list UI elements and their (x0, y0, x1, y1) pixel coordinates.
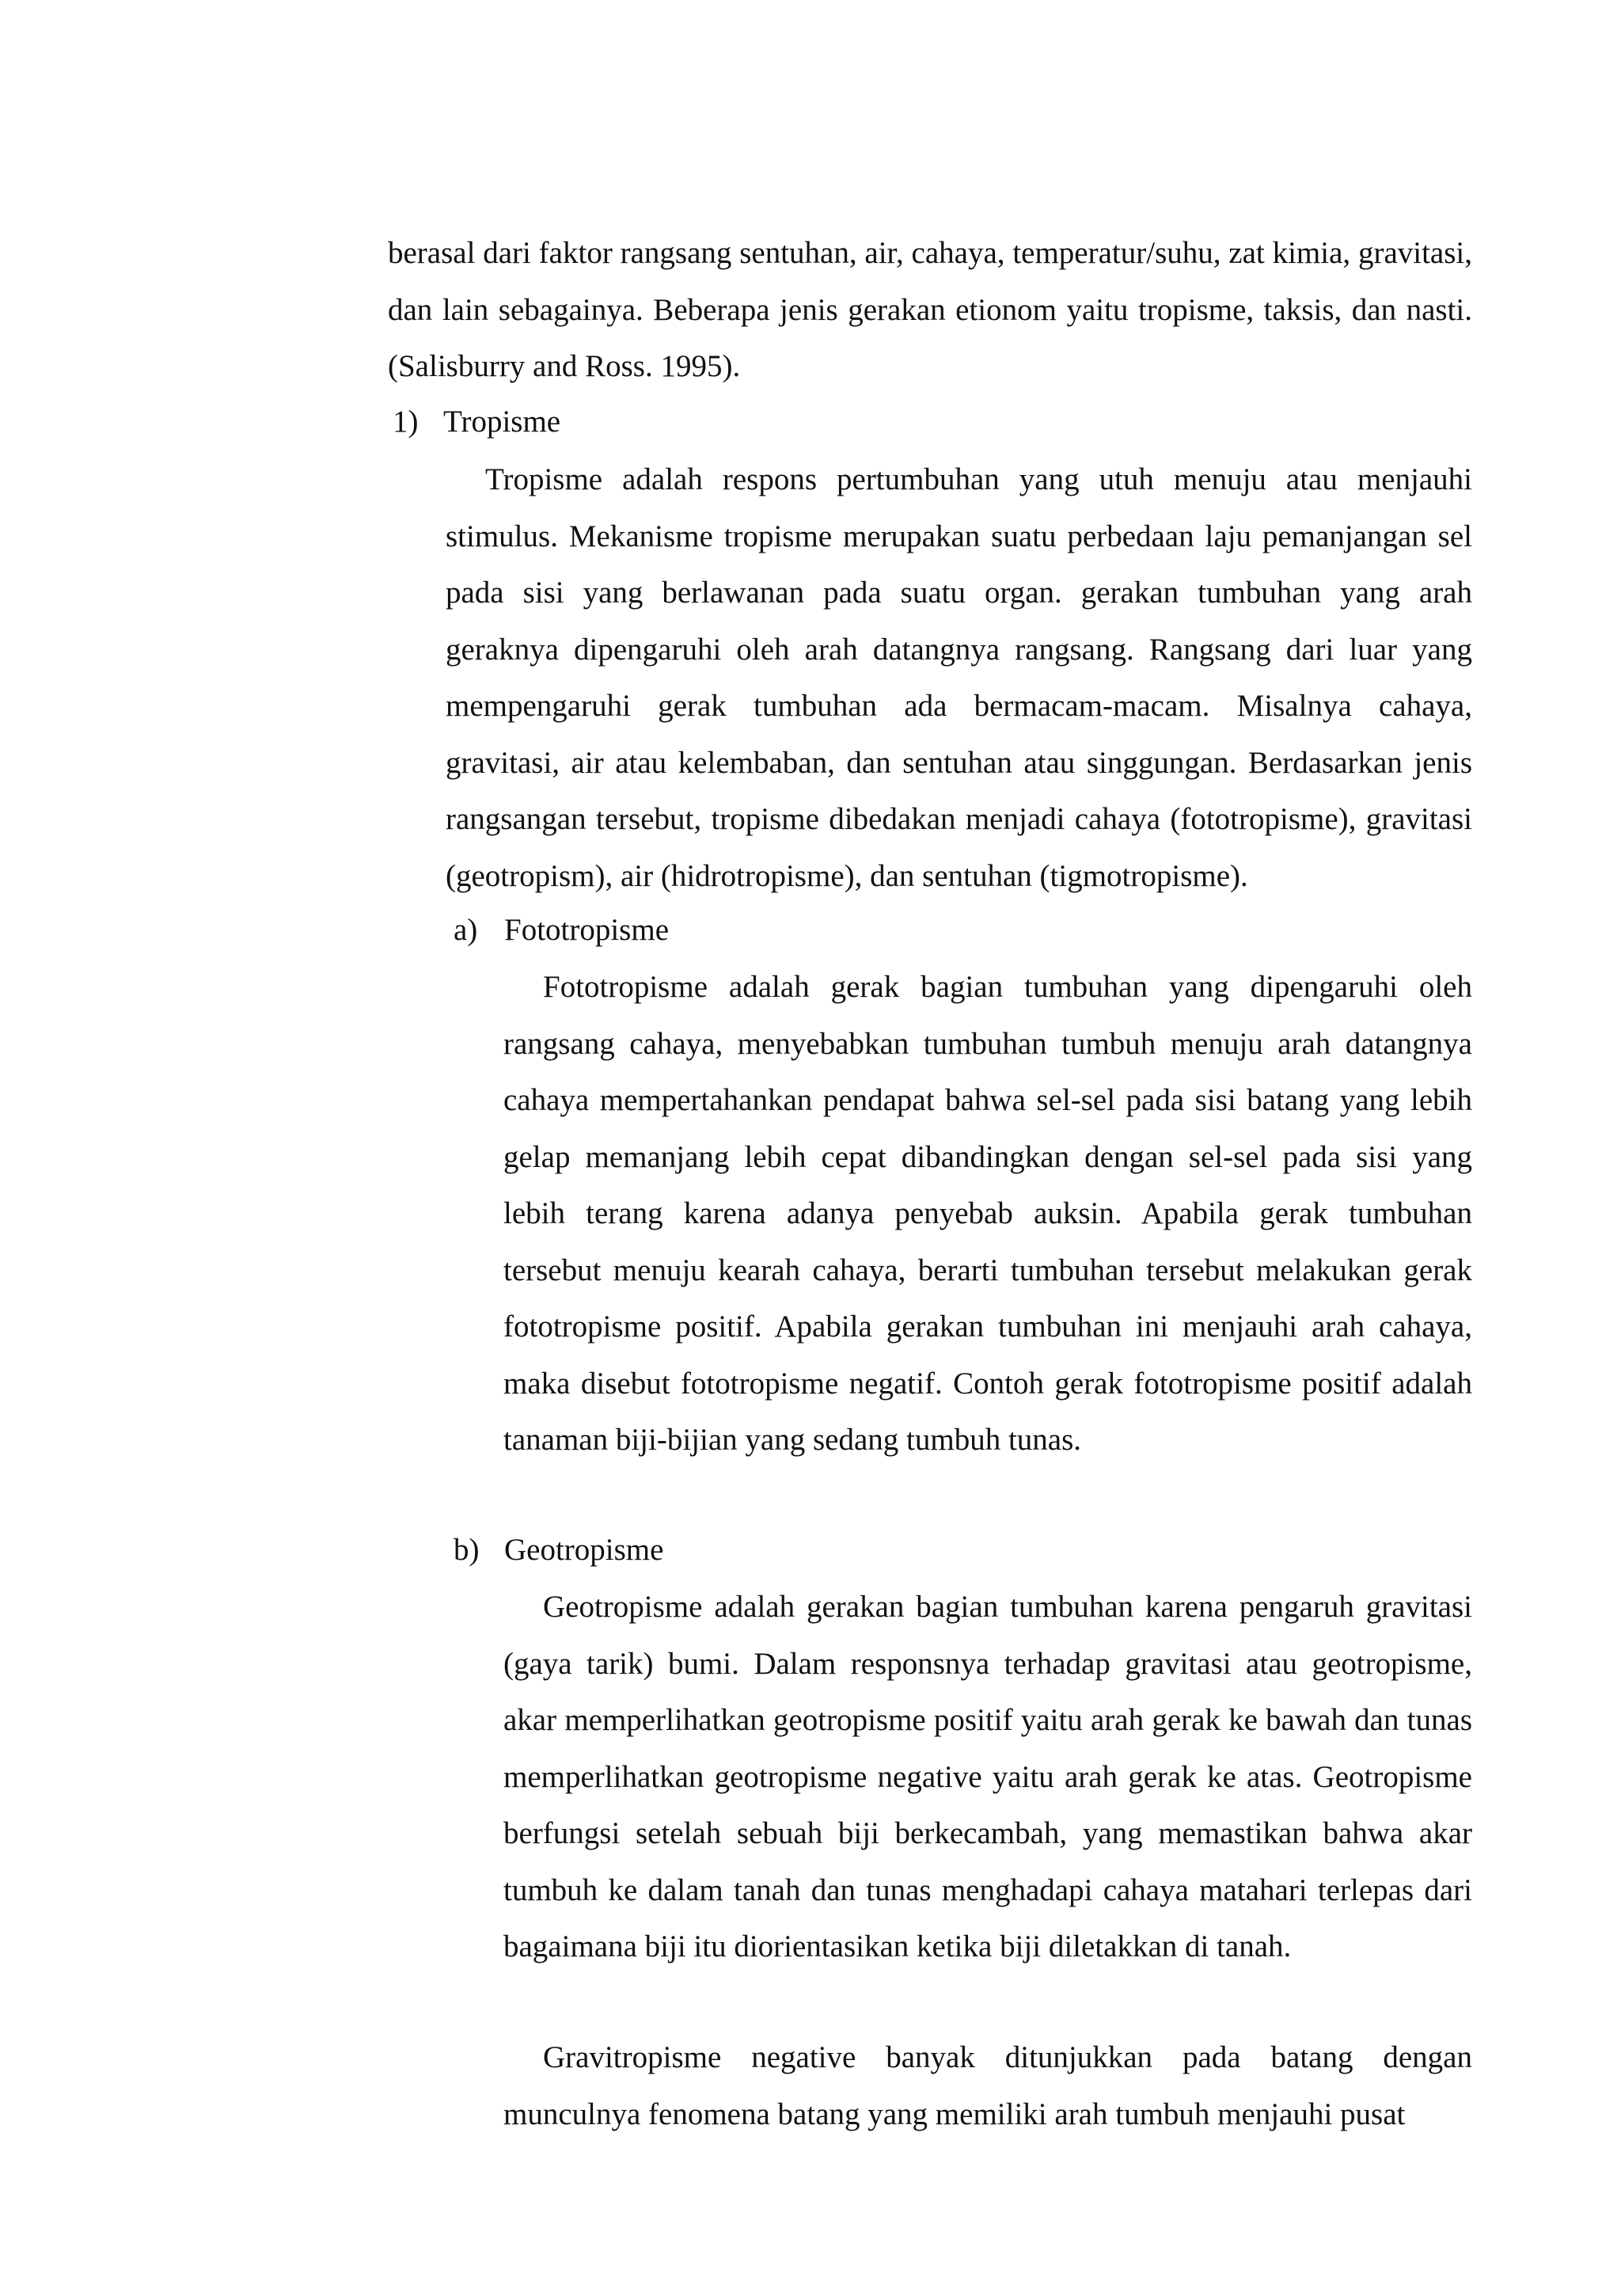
section-number: 1) (393, 405, 419, 439)
gravitropisme-paragraph: Gravitropisme negative banyak ditunjukkan pada batang dengan munculnya fenomena batang yang memiliki arah tumbuh menjauhi pusat (503, 2040, 1472, 2131)
geotropisme-paragraph: Geotropisme adalah gerakan bagian tumbuhan karena pengaruh gravitasi (gaya tarik) bumi. Dalam responsnya terhadap gravitasi atau geotropisme, akar memperlihatkan geotropisme positif yaitu arah gerak ke bawah dan tunas memperlihatkan geotropisme negative yaitu arah gerak ke atas. Geotropisme berfungsi setelah sebuah biji berkecambah, yang memastikan bahwa akar tumbuh ke dalam tanah dan tunas menghadapi cahaya matahari terlepas dari bagaimana biji itu diorientasikan ketika biji diletakkan di tanah. (503, 1590, 1472, 1963)
section-heading-tropisme (393, 393, 560, 450)
subsection-heading-geotropisme (454, 1522, 663, 1579)
subsection-title: Fototropisme (504, 913, 670, 947)
subsection-title: Geotropisme (504, 1533, 664, 1567)
fototropisme-paragraph: Fototropisme adalah gerak bagian tumbuhan yang dipengaruhi oleh rangsang cahaya, menyebabkan tumbuhan tumbuh menuju arah datangnya cahaya mempertahankan pendapat bahwa sel-sel pada sisi batang yang lebih gelap memanjang lebih cepat dibandingkan dengan sel-sel pada sisi yang lebih terang karena adanya penyebab auksin. Apabila gerak tumbuhan tersebut menuju kearah cahaya, berarti tumbuhan tersebut melakukan gerak fototropisme positif. Apabila gerakan tumbuhan ini menjauhi arah cahaya, maka disebut fototropisme negatif. Contoh gerak fototropisme positif adalah tanaman biji-bijian yang sedang tumbuh tunas. (503, 970, 1472, 1457)
tropisme-paragraph: Tropisme adalah respons pertumbuhan yang utuh menuju atau menjauhi stimulus. Mekanisme tropisme merupakan suatu perbedaan laju pemanjangan sel pada sisi yang berlawanan pada suatu organ. gerakan tumbuhan yang arah geraknya dipengaruhi oleh arah datangnya rangsang. Rangsang dari luar yang mempengaruhi gerak tumbuhan ada bermacam-macam. Misalnya cahaya, gravitasi, air atau kelembaban, dan sentuhan atau singgungan. Berdasarkan jenis rangsangan tersebut, tropisme dibedakan menjadi cahaya (fototropisme), gravitasi (geotropism), air (hidrotropisme), dan sentuhan (tigmotropisme). (446, 462, 1472, 893)
intro-paragraph: berasal dari faktor rangsang sentuhan, air, cahaya, temperatur/suhu, zat kimia, gravitasi, dan lain sebagainya. Beberapa jenis gerakan etionom yaitu tropisme, taksis, dan nasti. (Salisburry and Ross. 1995). (388, 236, 1472, 383)
section-title: Tropisme (443, 405, 561, 439)
subsection-heading-fototropisme (454, 902, 669, 959)
subsection-number: a) (454, 913, 478, 947)
subsection-number: b) (454, 1533, 480, 1567)
